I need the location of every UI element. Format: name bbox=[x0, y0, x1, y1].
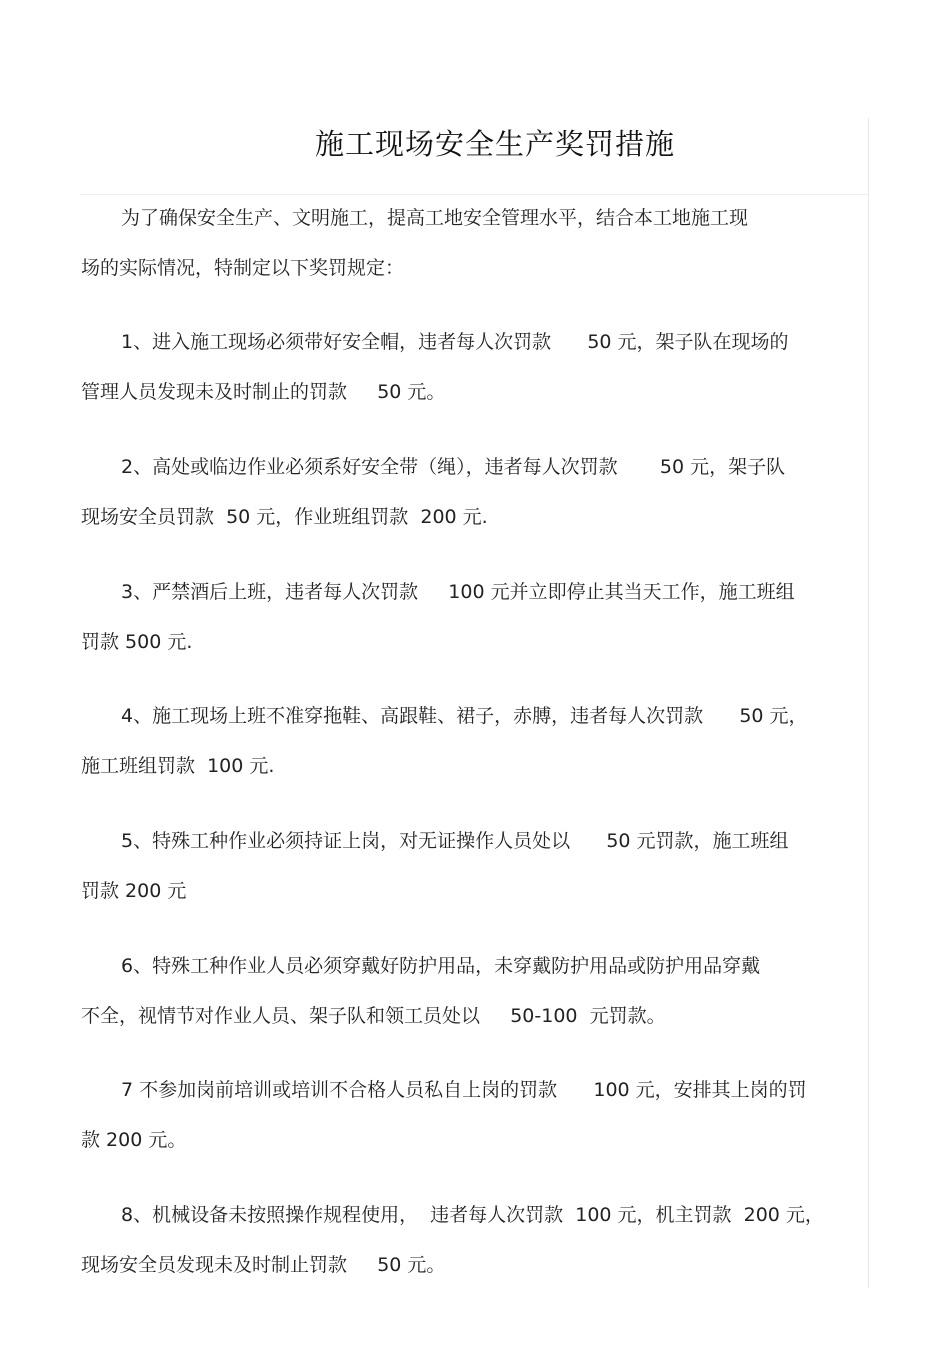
rule-paragraph-5 bbox=[81, 816, 861, 916]
paragraph-line: 6、特殊工种作业人员必须穿戴好防护用品，未穿戴防护用品或防护用品穿戴 bbox=[121, 955, 761, 977]
rule-paragraph-4 bbox=[81, 691, 861, 791]
paragraph-line: 管理人员发现未及时制止的罚款 50 元。 bbox=[81, 381, 446, 403]
paragraph-line: 2、高处或临边作业必须系好安全带（绳），违者每人次罚款 50 元，架子队 bbox=[121, 456, 786, 478]
paragraph-line: 罚款 200 元 bbox=[81, 880, 187, 902]
paragraph-line: 罚款 500 元. bbox=[81, 631, 193, 653]
document-title: 施工现场安全生产奖罚措施 bbox=[314, 127, 675, 161]
paragraph-line: 1、进入施工现场必须带好安全帽，违者每人次罚款 50 元，架子队在现场的 bbox=[121, 331, 789, 353]
right-margin-rule bbox=[868, 118, 869, 1288]
paragraph-line: 4、施工现场上班不准穿拖鞋、高跟鞋、裙子，赤膊，违者每人次罚款 50 元， bbox=[121, 705, 808, 727]
paragraph-line: 款 200 元。 bbox=[81, 1129, 187, 1151]
paragraph-line: 现场安全员罚款 50 元，作业班组罚款 200 元. bbox=[81, 506, 488, 528]
paragraph-line: 为了确保安全生产、文明施工，提高工地安全管理水平，结合本工地施工现 bbox=[121, 207, 749, 229]
paragraph-line: 3、严禁酒后上班，违者每人次罚款 100 元并立即停止其当天工作，施工班组 bbox=[121, 581, 795, 603]
rule-paragraph-6 bbox=[81, 941, 861, 1041]
paragraph-line: 现场安全员发现未及时制止罚款 50 元。 bbox=[81, 1254, 446, 1276]
rule-paragraph-1 bbox=[81, 317, 861, 417]
paragraph-line: 场的实际情况，特制定以下奖罚规定： bbox=[81, 257, 405, 279]
paragraph-line: 7 不参加岗前培训或培训不合格人员私自上岗的罚款 100 元，安排其上岗的罚 bbox=[121, 1079, 807, 1101]
rule-paragraph-8 bbox=[81, 1190, 861, 1290]
rule-paragraph-2 bbox=[81, 442, 861, 542]
paragraph-line: 不全，视情节对作业人员、架子队和领工员处以 50-100 元罚款。 bbox=[81, 1005, 666, 1027]
paragraph-line: 5、特殊工种作业必须持证上岗，对无证操作人员处以 50 元罚款，施工班组 bbox=[121, 830, 789, 852]
rule-paragraph-3 bbox=[81, 567, 861, 667]
intro-paragraph bbox=[81, 193, 861, 293]
paragraph-line: 8、机械设备未按照操作规程使用， 违者每人次罚款 100 元，机主罚款 200 元， bbox=[121, 1204, 824, 1226]
rule-paragraph-7 bbox=[81, 1065, 861, 1165]
paragraph-line: 施工班组罚款 100 元. bbox=[81, 755, 275, 777]
